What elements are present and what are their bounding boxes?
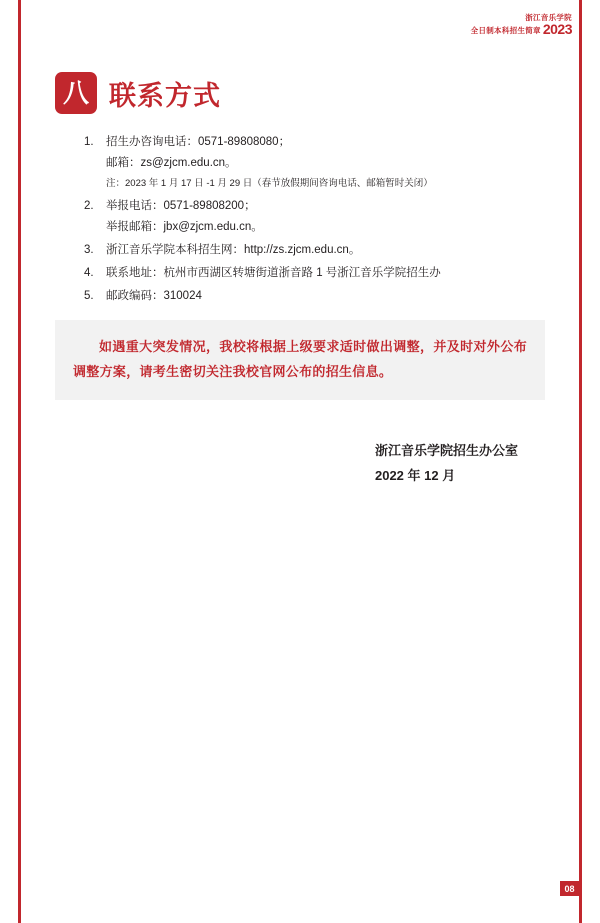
- report-phone-line: 举报电话：0571-89808200；: [106, 200, 256, 212]
- list-item-number: 2.: [84, 200, 94, 212]
- list-item: [84, 196, 524, 238]
- list-item: [84, 132, 524, 194]
- list-item: [84, 263, 524, 284]
- list-item-body: [106, 240, 524, 261]
- list-item-body: [106, 196, 524, 238]
- contact-list: [84, 132, 524, 309]
- contact-email-line: 邮箱：zs@zjcm.edu.cn。: [106, 157, 237, 169]
- list-item-number: 5.: [84, 290, 94, 302]
- header-institution: 浙江音乐学院: [525, 13, 572, 22]
- report-email-line: 举报邮箱：jbx@zjcm.edu.cn。: [106, 221, 263, 233]
- section-number-badge: 八: [55, 72, 97, 114]
- header-brochure: 全日制本科招生简章: [470, 26, 541, 36]
- signature-date: 2022 年 12 月: [374, 468, 456, 483]
- list-item-body: [106, 286, 524, 307]
- list-item: [84, 286, 524, 307]
- signature-office: 浙江音乐学院招生办公室: [374, 443, 518, 458]
- signature-block: [375, 438, 518, 488]
- contact-holiday-note: 注：2023 年 1 月 17 日 -1 月 29 日（春节放假期间咨询电话、邮箱暂时关闭）: [106, 178, 433, 189]
- list-item-number: 3.: [84, 244, 94, 256]
- postal-code-line: 邮政编码：310024: [106, 290, 202, 302]
- page-number-badge: 08: [560, 881, 579, 896]
- contact-phone-line: 招生办咨询电话：0571-89808080；: [106, 136, 291, 148]
- right-accent-rule: [579, 0, 582, 923]
- address-line: 联系地址：杭州市西湖区转塘街道浙音路 1 号浙江音乐学院招生办: [106, 267, 441, 279]
- section-title: [55, 72, 221, 114]
- notice-text: 如遇重大突发情况，我校将根据上级要求适时做出调整，并及时对外公布调整方案，请考生密切关注我校官网公布的招生信息。: [73, 339, 527, 379]
- list-item: [84, 240, 524, 261]
- page-header: [471, 14, 572, 36]
- header-year: 2023: [542, 20, 572, 37]
- list-item-number: 4.: [84, 267, 94, 279]
- left-accent-rule: [18, 0, 21, 923]
- notice-box: [55, 320, 545, 400]
- list-item-body: [106, 263, 524, 284]
- admissions-website-line: 浙江音乐学院本科招生网：http://zs.zjcm.edu.cn。: [106, 244, 361, 256]
- header-second-row: [470, 20, 572, 37]
- list-item-body: [106, 132, 524, 194]
- page-title: 联系方式: [109, 80, 221, 111]
- list-item-number: 1.: [84, 136, 94, 148]
